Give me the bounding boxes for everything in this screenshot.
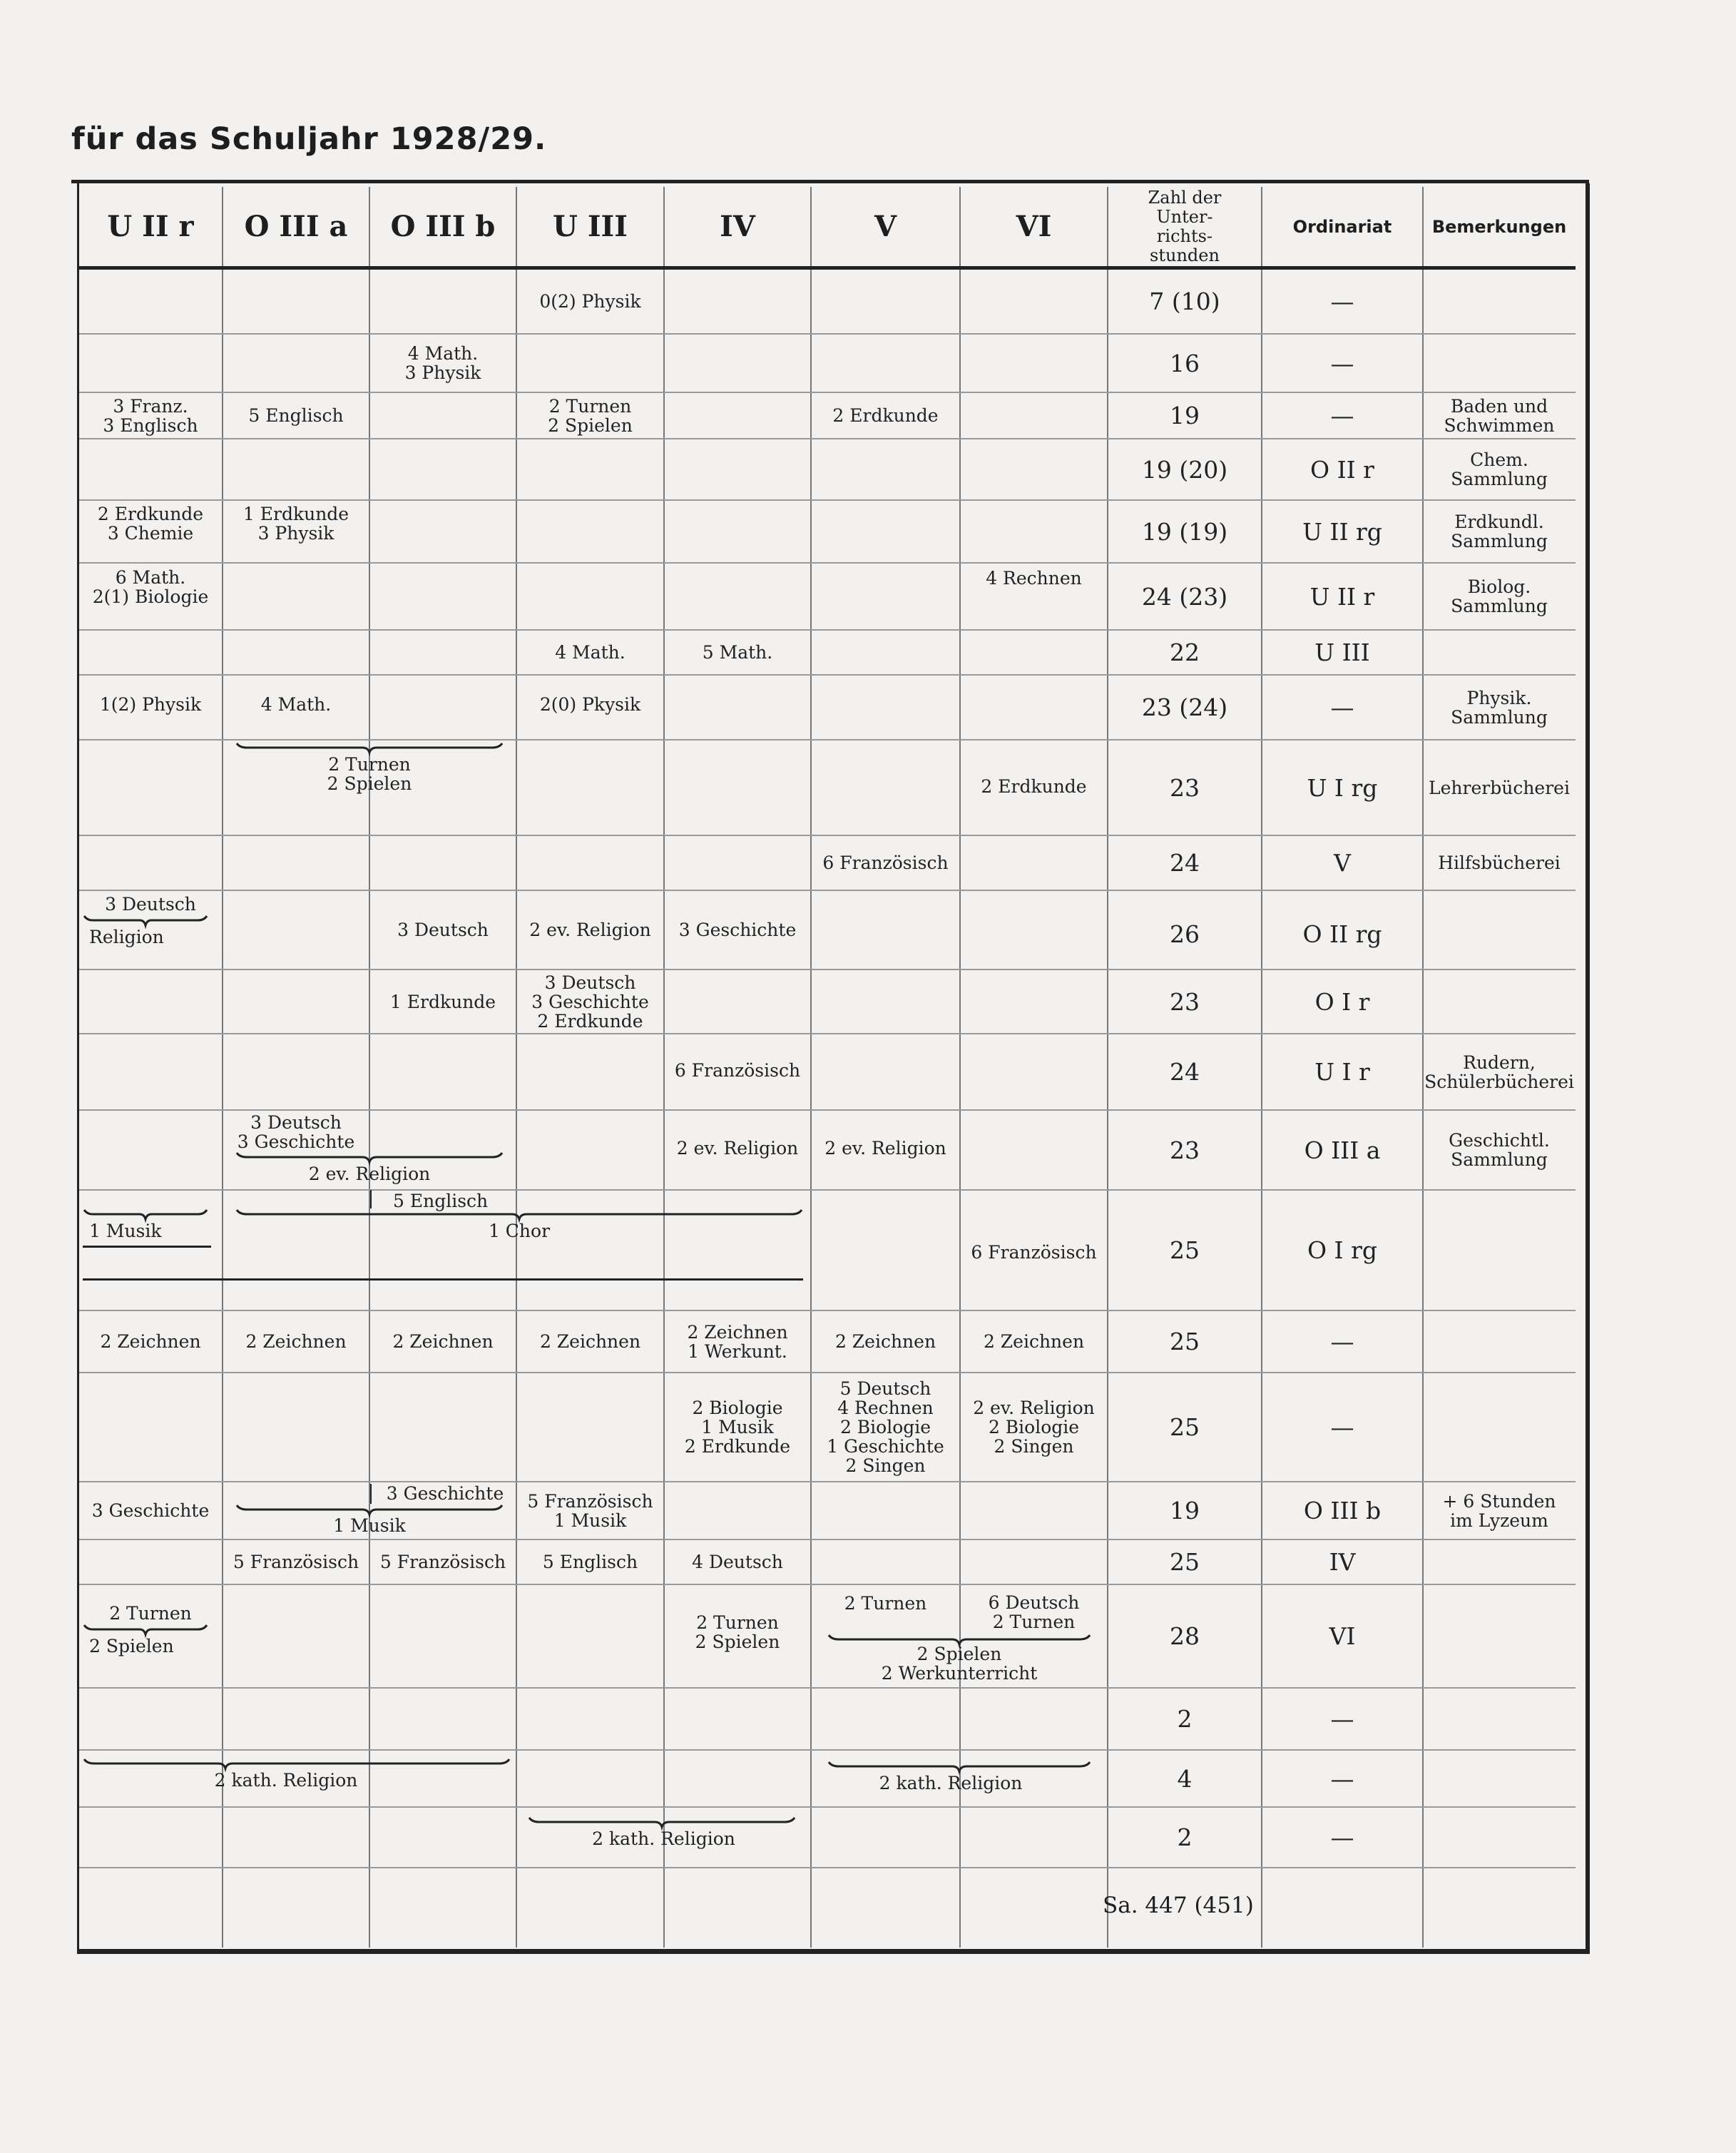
ordinariat-cell: V [1334, 849, 1351, 877]
cell: 3 Geschichte [386, 1482, 504, 1504]
cell: 1 Chor [488, 1220, 551, 1241]
cell: 4 Math. [260, 693, 332, 715]
cell: 2 Turnen 2 Spielen [695, 1612, 780, 1652]
ordinariat-cell: U II rg [1302, 517, 1382, 546]
hours-count: 19 (20) [1141, 455, 1228, 484]
ordinariat-cell: O III b [1303, 1497, 1382, 1525]
ordinariat-cell: O II r [1310, 455, 1374, 484]
page-title: für das Schuljahr 1928/29. [71, 121, 547, 157]
cell: 4 Math. [555, 642, 626, 663]
cell: 5 Math. [702, 642, 773, 663]
cell: 6 Math. 2(1) Biologie [92, 567, 209, 607]
ordinariat-cell: U III [1314, 638, 1370, 666]
cell: 2 ev. Religion [308, 1163, 431, 1184]
cell: 2 Zeichnen [245, 1331, 347, 1352]
cell: 4 Deutsch [692, 1552, 783, 1572]
column-divider [516, 187, 517, 1948]
header-vi: VI [1016, 210, 1052, 243]
cell: 2(0) Pkysik [539, 693, 641, 715]
cell: 2 ev. Religion 2 Biologie 2 Singen [973, 1398, 1095, 1457]
hours-count: 23 [1170, 1136, 1200, 1164]
ordinariat-cell: — [1330, 349, 1354, 377]
cell: 2 ev. Religion [824, 1138, 946, 1159]
ordinariat-cell: — [1330, 1823, 1354, 1851]
hours-count: 23 (24) [1141, 693, 1228, 721]
header-u2r: U II r [107, 210, 194, 243]
hours-count: 26 [1170, 920, 1200, 948]
ordinariat-cell: — [1330, 1413, 1354, 1441]
cell: 2 Turnen 2 Spielen [548, 395, 633, 436]
ordinariat-cell: — [1330, 693, 1354, 721]
remarks-cell: Biolog. Sammlung [1451, 576, 1548, 616]
hours-count: 24 (23) [1141, 582, 1228, 611]
ordinariat-cell: — [1330, 1328, 1354, 1355]
ordinariat-cell: O II rg [1302, 920, 1382, 948]
hours-count: 25 [1170, 1328, 1200, 1355]
remarks-cell: Baden und Schwimmen [1444, 395, 1555, 436]
remarks-cell: Chem. Sammlung [1451, 449, 1548, 489]
remarks-cell: + 6 Stunden im Lyzeum [1442, 1490, 1556, 1531]
cell: 2 kath. Religion [214, 1769, 358, 1791]
cell: 2 Zeichnen [983, 1331, 1085, 1352]
cell: 2 kath. Religion [879, 1772, 1023, 1793]
cell: 5 Französisch 1 Musik [527, 1490, 653, 1531]
hours-count: 25 [1170, 1413, 1200, 1441]
header-v: V [874, 210, 897, 243]
cell: 3 Franz. 3 Englisch [103, 395, 198, 436]
cell: 3 Deutsch 3 Geschichte [237, 1112, 355, 1152]
cell: 2 Erdkunde [981, 775, 1087, 797]
hours-count: 16 [1170, 349, 1200, 377]
cell: 5 Deutsch 4 Rechnen 2 Biologie 1 Geschichte 2 Singen [827, 1378, 944, 1476]
cell: 2 Turnen [844, 1592, 927, 1614]
ordinariat-cell: — [1330, 1764, 1354, 1793]
cell: 1 Erdkunde 3 Physik [242, 503, 349, 544]
cell: 2 ev. Religion [676, 1138, 799, 1159]
cell: 6 Deutsch 2 Turnen [988, 1592, 1080, 1632]
cell: 2 ev. Religion [529, 919, 651, 940]
cell: 2 Zeichnen [539, 1331, 641, 1352]
cell: 4 Rechnen [986, 567, 1082, 589]
cell: 5 Französisch [233, 1552, 359, 1572]
hours-count: 23 [1170, 773, 1200, 802]
hours-count: 28 [1170, 1622, 1200, 1650]
cell: 2 Spielen [89, 1635, 174, 1656]
remarks-cell: Geschichtl. Sammlung [1449, 1130, 1550, 1170]
header-o3b: O III b [390, 210, 496, 243]
ordinariat-cell: — [1330, 402, 1354, 429]
hours-count: 25 [1170, 1548, 1200, 1576]
ordinariat-cell: U I rg [1307, 773, 1378, 802]
cell: 1 Musik [333, 1515, 406, 1536]
cell: 5 Englisch [248, 405, 344, 426]
cell: 2 Zeichnen 1 Werkunt. [687, 1321, 788, 1362]
ordinariat-cell: IV [1329, 1548, 1356, 1576]
hours-count: 22 [1170, 638, 1200, 666]
ordinariat-cell: U II r [1309, 582, 1375, 611]
header-ordinariat: Ordinariat [1292, 216, 1392, 237]
cell: 5 Englisch [393, 1190, 489, 1211]
cell: 1 Erdkunde [389, 991, 496, 1012]
cell: Religion [89, 926, 164, 947]
hours-count: 23 [1170, 987, 1200, 1016]
hours-count: 24 [1170, 849, 1200, 877]
column-divider [222, 187, 223, 1948]
cell: 2 Biologie 1 Musik 2 Erdkunde [684, 1398, 791, 1457]
ordinariat-cell: U I r [1314, 1058, 1370, 1086]
ordinariat-cell: VI [1329, 1622, 1356, 1650]
cell: 6 Französisch [822, 852, 949, 873]
remarks-cell: Lehrerbücherei [1429, 777, 1570, 798]
cell: 1 Musik [89, 1220, 162, 1241]
bracket-tick [370, 1190, 372, 1208]
bracket-tick [370, 1484, 372, 1504]
ordinariat-cell: — [1330, 287, 1354, 315]
ordinariat-cell: O I rg [1307, 1236, 1377, 1264]
hours-count: 24 [1170, 1058, 1200, 1086]
row-divider [79, 890, 1576, 891]
remarks-cell: Erdkundl. Sammlung [1451, 511, 1548, 551]
hours-count: 4 [1177, 1764, 1193, 1793]
cell: 2 Zeichnen [100, 1331, 201, 1352]
cell: 2 Erdkunde 3 Chemie [97, 503, 204, 544]
cell: 2 Turnen 2 Spielen [327, 754, 412, 794]
cell: 3 Deutsch [397, 919, 489, 940]
cell: 3 Geschichte [91, 1500, 210, 1521]
ordinariat-cell: O III a [1304, 1136, 1381, 1164]
hours-count: 2 [1177, 1705, 1193, 1733]
cell: 3 Geschichte [678, 919, 797, 940]
cell: 3 Deutsch [105, 893, 196, 915]
hours-count: 19 (19) [1141, 517, 1228, 546]
remarks-cell: Hilfsbücherei [1438, 852, 1561, 873]
header-bemerkungen: Bemerkungen [1431, 216, 1567, 237]
cell: 2 Turnen [109, 1602, 192, 1624]
cell: 2 Zeichnen [834, 1331, 936, 1352]
cell: 1(2) Physik [99, 693, 202, 715]
hours-count: 25 [1170, 1236, 1200, 1264]
cell: 6 Französisch [971, 1241, 1097, 1263]
column-divider [369, 187, 370, 1948]
cell: 5 Englisch [542, 1552, 638, 1572]
cell: 2 Zeichnen [392, 1331, 494, 1352]
brace-bracket [235, 742, 504, 753]
cell: 2 Spielen 2 Werkunterricht [881, 1644, 1038, 1684]
cell: 3 Deutsch 3 Geschichte 2 Erdkunde [531, 972, 649, 1032]
hours-count: 19 [1170, 1497, 1200, 1525]
ordinariat-cell: — [1330, 1705, 1354, 1733]
cell: 2 kath. Religion [592, 1828, 735, 1849]
header-o3a: O III a [244, 210, 348, 243]
header-u3: U III [553, 210, 628, 243]
hours-count: 19 [1170, 402, 1200, 429]
hours-count: 2 [1177, 1823, 1193, 1851]
header-count: Zahl der Unter- richts- stunden [1148, 187, 1222, 265]
remarks-cell: Rudern, Schülerbücherei [1424, 1052, 1574, 1092]
cell: 0(2) Physik [539, 291, 641, 312]
cell: 5 Französisch [379, 1552, 506, 1572]
hours-count: 7 (10) [1149, 287, 1220, 315]
cell: 6 Französisch [674, 1059, 801, 1081]
row-divider [79, 1867, 1576, 1868]
total-hours: Sa. 447 (451) [1103, 1893, 1254, 1918]
cell: 2 Erdkunde [832, 405, 939, 426]
bracket-rule [83, 1278, 803, 1281]
ordinariat-cell: O I r [1314, 987, 1370, 1016]
header-iv: IV [720, 210, 755, 243]
remarks-cell: Physik. Sammlung [1451, 687, 1548, 728]
cell: 4 Math. 3 Physik [404, 343, 481, 383]
bracket-rule [83, 1246, 211, 1248]
